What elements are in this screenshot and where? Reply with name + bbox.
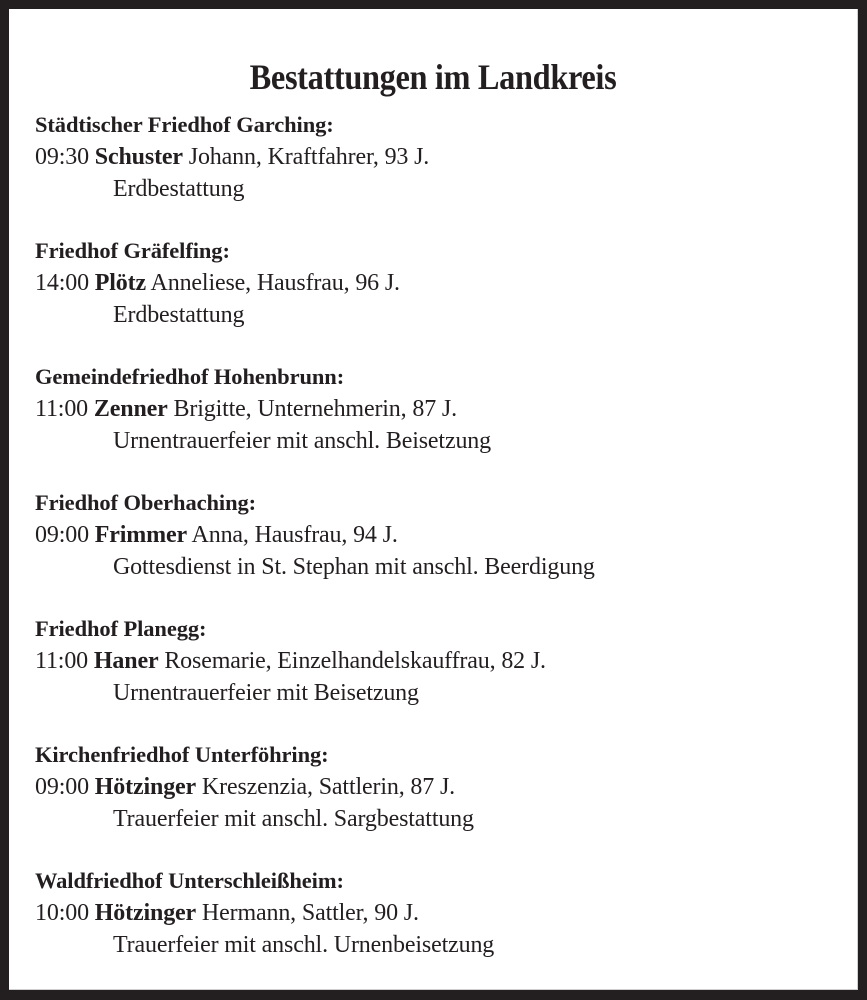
deceased-details: Kreszenzia, Sattlerin, 87 J. [196, 774, 455, 800]
burial-section [35, 739, 843, 835]
deceased-details: Hermann, Sattler, 90 J. [196, 900, 419, 926]
deceased-details: Anna, Hausfrau, 94 J. [187, 522, 398, 548]
deceased-surname: Hötzinger [94, 774, 197, 800]
deceased-surname: Frimmer [94, 522, 188, 548]
service-time: 14:00 [35, 270, 89, 296]
service-type: Trauerfeier mit anschl. Sargbestattung [113, 806, 474, 832]
deceased-surname: Haner [93, 648, 159, 674]
deceased-details: Anneliese, Hausfrau, 96 J. [146, 270, 400, 296]
deceased-details: Brigitte, Unternehmerin, 87 J. [167, 396, 457, 422]
deceased-surname: Zenner [93, 396, 168, 422]
deceased-surname: Plötz [94, 270, 147, 296]
cemetery-heading: Waldfriedhof Unterschleißheim: [35, 868, 344, 893]
notice-page [9, 9, 858, 990]
deceased-details: Rosemarie, Einzelhandelskauffrau, 82 J. [158, 648, 546, 674]
service-time: 09:00 [35, 522, 89, 548]
cemetery-heading: Friedhof Oberhaching: [35, 490, 257, 515]
cemetery-heading: Friedhof Planegg: [35, 616, 207, 641]
deceased-surname: Hötzinger [94, 900, 197, 926]
deceased-line [35, 897, 843, 929]
service-time: 09:30 [35, 144, 89, 170]
deceased-line [35, 645, 843, 677]
deceased-line [35, 519, 843, 551]
burial-section [35, 361, 843, 457]
service-type: Urnentrauerfeier mit Beisetzung [113, 680, 419, 706]
service-type: Erdbestattung [113, 176, 245, 202]
burial-section [35, 235, 843, 331]
deceased-line [35, 141, 843, 173]
cemetery-heading: Gemeindefriedhof Hohenbrunn: [35, 364, 345, 389]
burial-section [35, 109, 843, 205]
cemetery-heading: Städtischer Friedhof Garching: [35, 112, 334, 137]
burial-section [35, 613, 843, 709]
service-type: Gottesdienst in St. Stephan mit anschl. Beerdigung [113, 554, 595, 580]
page-title: Bestattungen im Landkreis [249, 57, 617, 98]
cemetery-heading: Kirchenfriedhof Unterföhring: [35, 742, 329, 767]
service-type: Urnentrauerfeier mit anschl. Beisetzung [113, 428, 491, 454]
burial-section [35, 865, 843, 961]
service-time: 11:00 [35, 396, 89, 422]
deceased-line [35, 393, 843, 425]
burial-list [35, 109, 843, 961]
deceased-line [35, 771, 843, 803]
service-time: 11:00 [35, 648, 89, 674]
service-type: Trauerfeier mit anschl. Urnenbeisetzung [113, 932, 495, 958]
service-type: Erdbestattung [113, 302, 245, 328]
burial-section [35, 487, 843, 583]
deceased-details: Johann, Kraftfahrer, 93 J. [182, 144, 430, 170]
deceased-line [35, 267, 843, 299]
cemetery-heading: Friedhof Gräfelfing: [35, 238, 230, 263]
service-time: 10:00 [35, 900, 89, 926]
deceased-surname: Schuster [94, 144, 183, 170]
service-time: 09:00 [35, 774, 89, 800]
